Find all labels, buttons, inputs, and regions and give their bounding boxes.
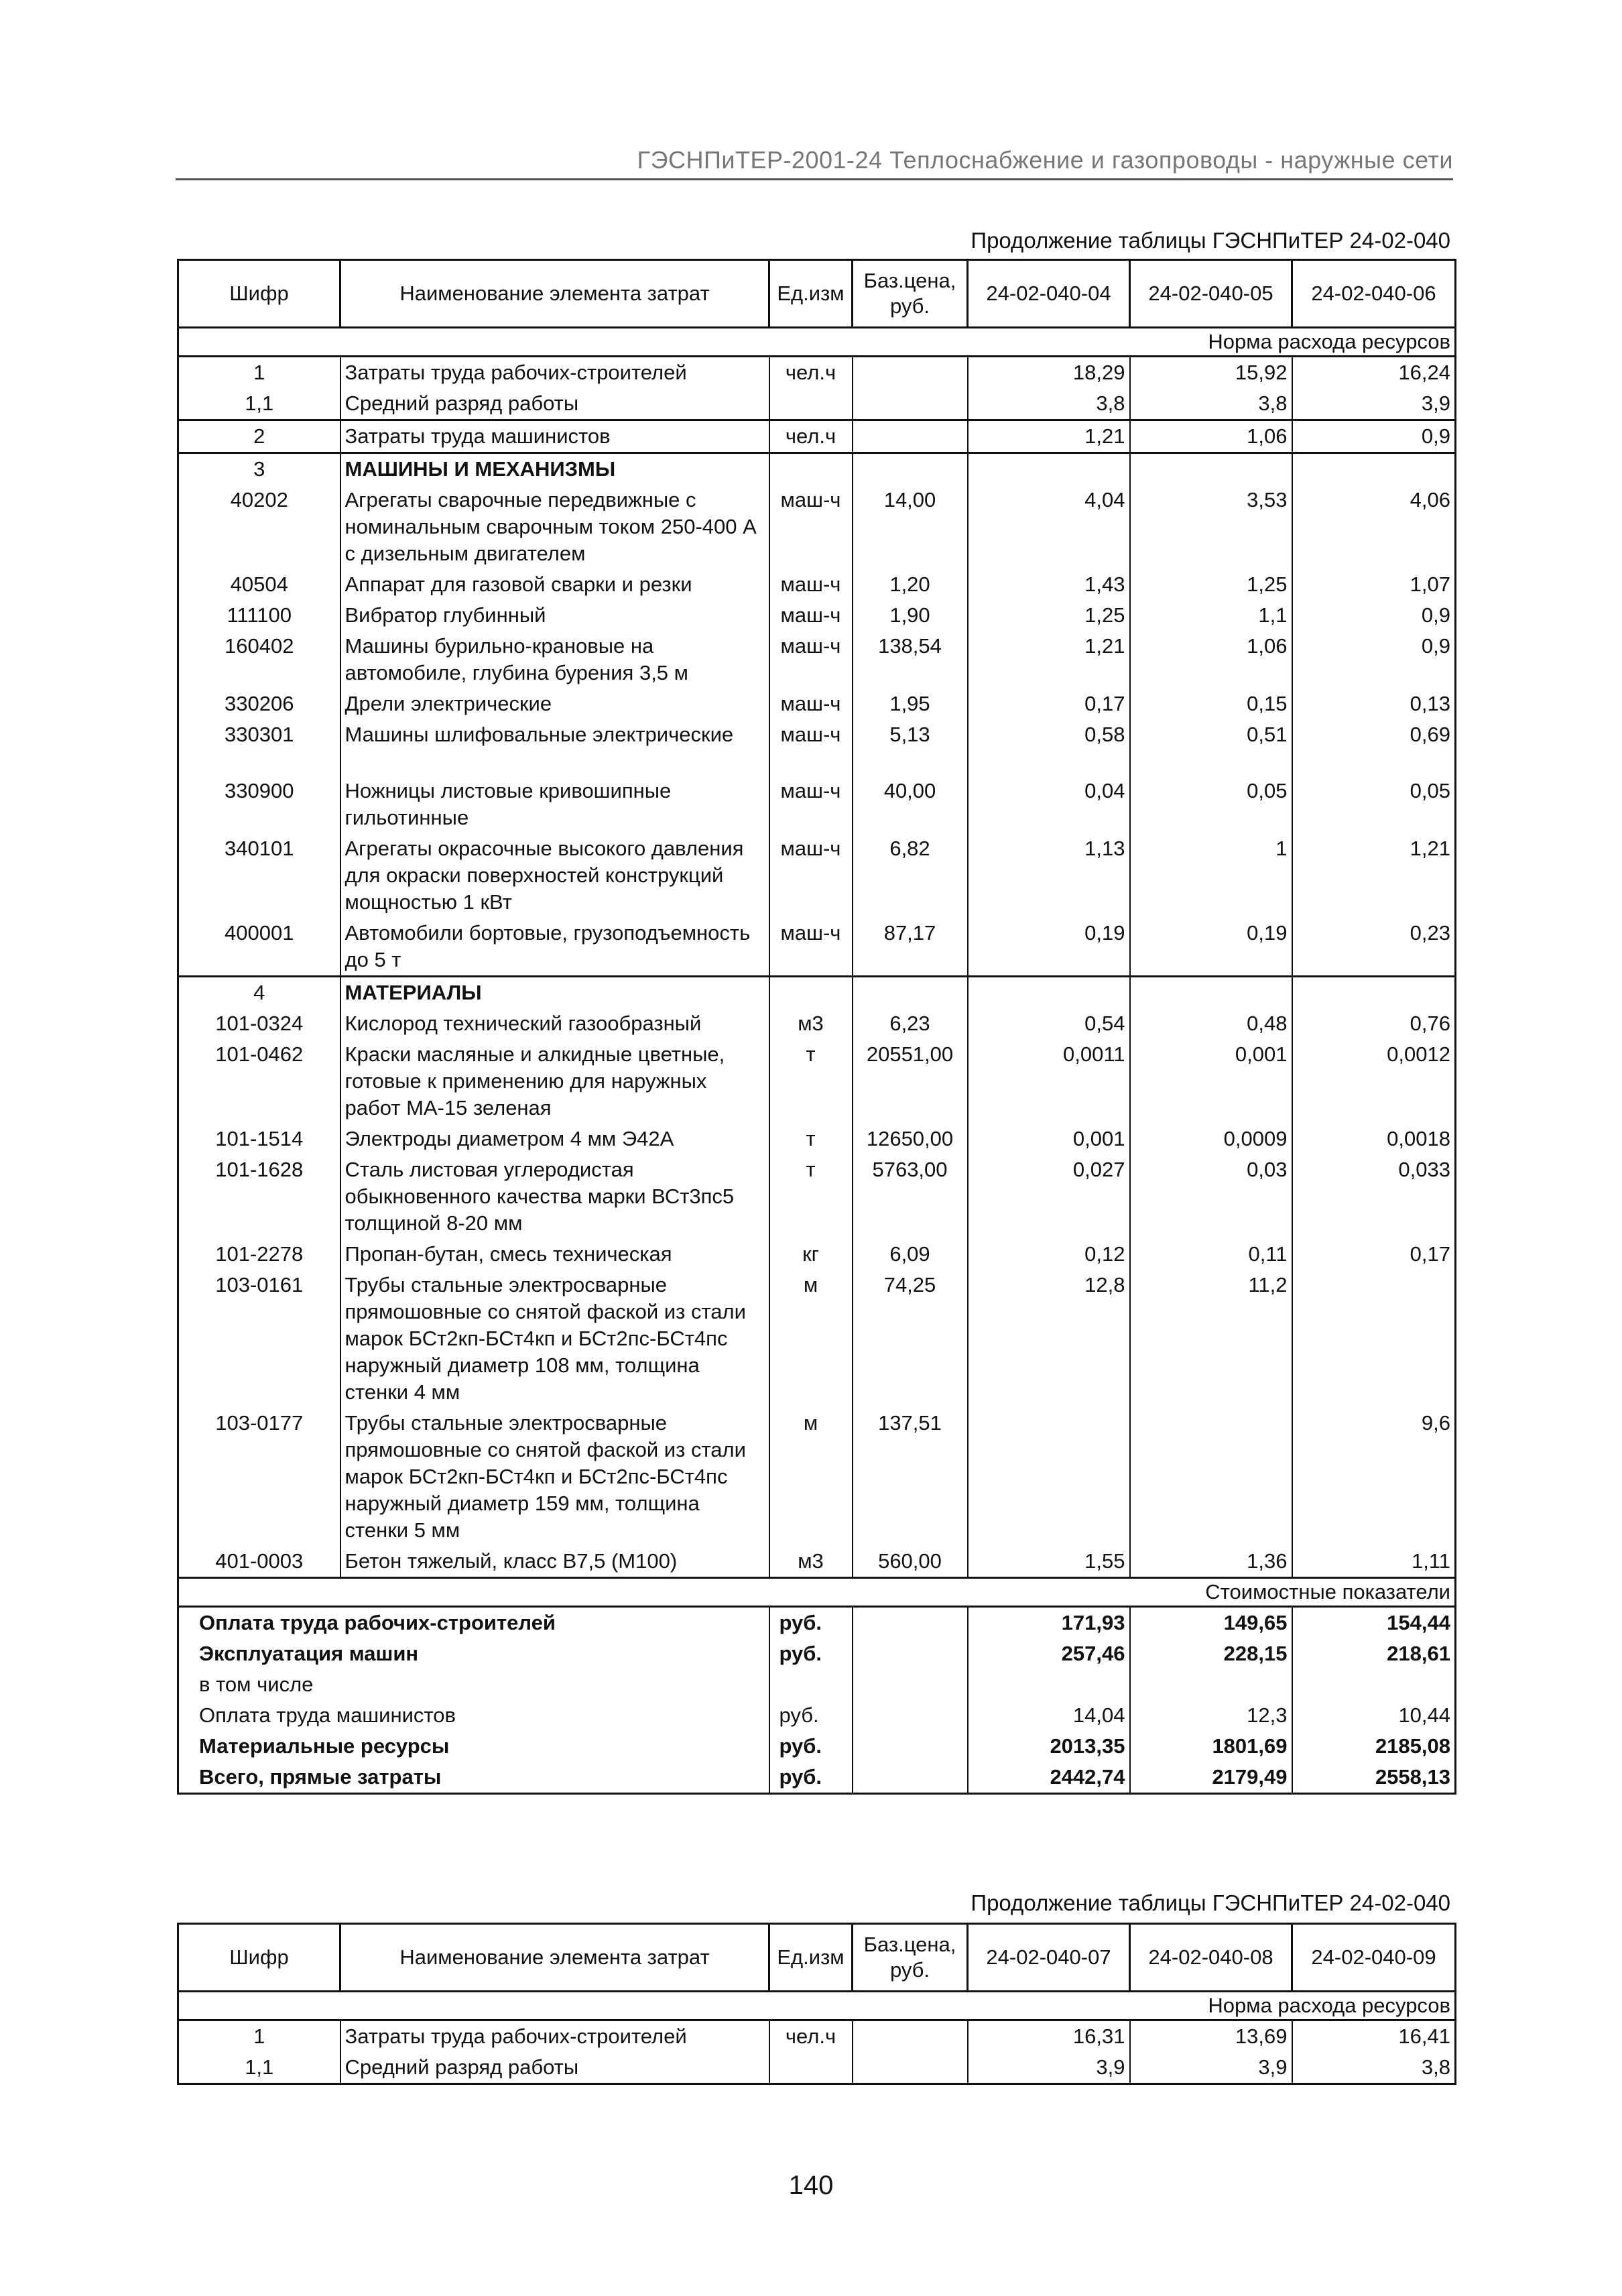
cell-v1: 16,31	[968, 2020, 1130, 2053]
cell-code: 103-0177	[178, 1408, 340, 1546]
summary-unit: руб.	[769, 1638, 853, 1669]
summary-v3: 10,44	[1292, 1700, 1456, 1731]
cell-name: Трубы стальные электросварные прямошовные со снятой фаской из стали марок БСт2кп-БСт4кп и БСт2пс-БСт4пс наружный диаметр 159 мм, толщина стенки 5 мм	[340, 1408, 769, 1546]
cell-v1: 18,29	[968, 357, 1130, 389]
cell-price: 20551,00	[853, 1039, 968, 1124]
cell-code: 401-0003	[178, 1546, 340, 1578]
running-header: ГЭСНПиТЕР-2001-24 Теплоснабжение и газопроводы - наружные сети	[176, 146, 1453, 180]
cell-price	[853, 420, 968, 453]
summary-name: Эксплуатация машин	[178, 1638, 769, 1669]
summary-v3: 2558,13	[1292, 1762, 1456, 1794]
cell-price	[853, 2052, 968, 2084]
table-row	[178, 420, 1456, 453]
cell-name: Пропан-бутан, смесь техническая	[340, 1239, 769, 1270]
cell-price: 14,00	[853, 485, 968, 569]
cell-unit	[769, 388, 853, 420]
table2-caption: Продолжение таблицы ГЭСНПиТЕР 24-02-040	[971, 1890, 1450, 1915]
cell-v3: 0,17	[1292, 1239, 1456, 1270]
cell-name: Машины бурильно-крановые на автомобиле, глубина бурения 3,5 м	[340, 631, 769, 688]
cell-v3: 0,05	[1292, 776, 1456, 833]
table-row	[178, 388, 1456, 420]
cell-code: 2	[178, 420, 340, 453]
cell-price: 1,20	[853, 569, 968, 600]
section-heading-row	[178, 977, 1456, 1009]
table-row	[178, 631, 1456, 688]
table-row	[178, 1008, 1456, 1039]
cell-v3: 0,9	[1292, 600, 1456, 631]
cell-v3: 1,07	[1292, 569, 1456, 600]
cell-v3: 4,06	[1292, 485, 1456, 569]
table-row	[178, 1408, 1456, 1546]
summary-name: в том числе	[178, 1669, 769, 1700]
cell-unit: маш-ч	[769, 918, 853, 977]
cell-v1: 0,001	[968, 1124, 1130, 1154]
cell-code: 1	[178, 357, 340, 389]
cell-v2: 0,03	[1130, 1154, 1292, 1239]
cell-unit: маш-ч	[769, 833, 853, 918]
summary-row	[178, 1638, 1456, 1669]
cell-price: 74,25	[853, 1270, 968, 1408]
norm-label: Норма расхода ресурсов	[178, 328, 1456, 357]
cell-v1: 0,54	[968, 1008, 1130, 1039]
cell-price: 5763,00	[853, 1154, 968, 1239]
cell-v3: 1,21	[1292, 833, 1456, 918]
table-header-row	[178, 260, 1456, 328]
cell-code: 1	[178, 2020, 340, 2053]
summary-v1: 257,46	[968, 1638, 1130, 1669]
cell-unit: маш-ч	[769, 631, 853, 688]
cell-v3: 3,8	[1292, 2052, 1456, 2084]
cell-v3: 3,9	[1292, 388, 1456, 420]
table-header-row	[178, 1924, 1456, 1992]
cell-v1: 1,13	[968, 833, 1130, 918]
summary-v2: 12,3	[1130, 1700, 1292, 1731]
summary-name: Оплата труда машинистов	[178, 1700, 769, 1731]
cell-name: Агрегаты окрасочные высокого давления для окраски поверхностей конструкций мощностью 1 кВт	[340, 833, 769, 918]
summary-v3: 154,44	[1292, 1607, 1456, 1639]
section-heading-row	[178, 453, 1456, 485]
cell-v3: 0,9	[1292, 420, 1456, 453]
summary-v1: 2442,74	[968, 1762, 1130, 1794]
table-row	[178, 357, 1456, 389]
cell-name: Сталь листовая углеродистая обыкновенного качества марки ВСт3пс5 толщиной 8-20 мм	[340, 1154, 769, 1239]
table-row	[178, 1270, 1456, 1408]
col-v3-header: 24-02-040-09	[1292, 1924, 1456, 1992]
cell-v2: 1,06	[1130, 420, 1292, 453]
cost-label: Стоимостные показатели	[178, 1578, 1456, 1607]
cell-v2: 1	[1130, 833, 1292, 918]
cell-code: 101-1628	[178, 1154, 340, 1239]
table-row	[178, 1546, 1456, 1578]
summary-row	[178, 1762, 1456, 1794]
cell-unit: м3	[769, 1008, 853, 1039]
cell-name: Затраты труда машинистов	[340, 420, 769, 453]
cell-code: 330900	[178, 776, 340, 833]
table-row	[178, 918, 1456, 977]
col-name-header: Наименование элемента затрат	[340, 260, 769, 328]
cell-v2: 1,36	[1130, 1546, 1292, 1578]
summary-v2: 228,15	[1130, 1638, 1292, 1669]
table-row	[178, 1039, 1456, 1124]
cell-code: 340101	[178, 833, 340, 918]
cell-price: 1,90	[853, 600, 968, 631]
cell-v3: 1,11	[1292, 1546, 1456, 1578]
cell-v1: 1,21	[968, 631, 1130, 688]
cell-v2: 3,53	[1130, 485, 1292, 569]
table1-caption: Продолжение таблицы ГЭСНПиТЕР 24-02-040	[971, 228, 1450, 253]
cell-code: 330206	[178, 688, 340, 719]
cell-code: 330301	[178, 719, 340, 776]
cell-code: 1,1	[178, 2052, 340, 2084]
cell-name: Бетон тяжелый, класс В7,5 (М100)	[340, 1546, 769, 1578]
table-row	[178, 600, 1456, 631]
cell-v3: 0,033	[1292, 1154, 1456, 1239]
summary-name: Оплата труда рабочих-строителей	[178, 1607, 769, 1639]
cell-code: 160402	[178, 631, 340, 688]
cost-label-row	[178, 1578, 1456, 1607]
cell-v3: 0,0012	[1292, 1039, 1456, 1124]
norm-label: Норма расхода ресурсов	[178, 1992, 1456, 2020]
cell-code: 101-1514	[178, 1124, 340, 1154]
table-row	[178, 1124, 1456, 1154]
table-row	[178, 569, 1456, 600]
cell-v1: 12,8	[968, 1270, 1130, 1408]
summary-unit: руб.	[769, 1700, 853, 1731]
cell-unit: кг	[769, 1239, 853, 1270]
cell-v2: 1,06	[1130, 631, 1292, 688]
cell-v1: 0,19	[968, 918, 1130, 977]
cell-v2: 0,0009	[1130, 1124, 1292, 1154]
cell-name: Дрели электрические	[340, 688, 769, 719]
cell-v1: 1,43	[968, 569, 1130, 600]
col-v1-header: 24-02-040-07	[968, 1924, 1130, 1992]
col-price-header: Баз.цена, руб.	[853, 1924, 968, 1992]
summary-v1: 171,93	[968, 1607, 1130, 1639]
cell-price: 6,09	[853, 1239, 968, 1270]
col-code-header: Шифр	[178, 260, 340, 328]
cell-unit: м	[769, 1408, 853, 1546]
summary-v3	[1292, 1669, 1456, 1700]
resource-table-2	[177, 1923, 1456, 2085]
cell-code: 103-0161	[178, 1270, 340, 1408]
cell-v1: 0,17	[968, 688, 1130, 719]
table-row	[178, 2052, 1456, 2084]
summary-v3: 2185,08	[1292, 1731, 1456, 1762]
cell-unit: чел.ч	[769, 357, 853, 389]
cell-v2: 3,9	[1130, 2052, 1292, 2084]
cell-name: Аппарат для газовой сварки и резки	[340, 569, 769, 600]
cell-v2: 15,92	[1130, 357, 1292, 389]
col-v3-header: 24-02-040-06	[1292, 260, 1456, 328]
cell-v1	[968, 1408, 1130, 1546]
cell-v1: 4,04	[968, 485, 1130, 569]
cell-price: 137,51	[853, 1408, 968, 1546]
summary-v2: 149,65	[1130, 1607, 1292, 1639]
cell-v2: 0,15	[1130, 688, 1292, 719]
col-unit-header: Ед.изм	[769, 1924, 853, 1992]
col-v2-header: 24-02-040-08	[1130, 1924, 1292, 1992]
cell-name: Средний разряд работы	[340, 388, 769, 420]
cell-price: 1,95	[853, 688, 968, 719]
cell-unit: т	[769, 1154, 853, 1239]
cell-name: Агрегаты сварочные передвижные с номинальным сварочным током 250-400 А с дизельным двигателем	[340, 485, 769, 569]
col-price-header: Баз.цена, руб.	[853, 260, 968, 328]
cell-code: 40202	[178, 485, 340, 569]
cell-v1: 3,9	[968, 2052, 1130, 2084]
cell-v1: 0,027	[968, 1154, 1130, 1239]
norm-label-row	[178, 1992, 1456, 2020]
summary-v1: 14,04	[968, 1700, 1130, 1731]
cell-name: Затраты труда рабочих-строителей	[340, 357, 769, 389]
summary-unit	[769, 1669, 853, 1700]
summary-v1: 2013,35	[968, 1731, 1130, 1762]
cell-code: 101-0462	[178, 1039, 340, 1124]
cell-unit: маш-ч	[769, 776, 853, 833]
cell-unit: т	[769, 1124, 853, 1154]
cell-price: 6,82	[853, 833, 968, 918]
cell-name: Ножницы листовые кривошипные гильотинные	[340, 776, 769, 833]
cell-price	[853, 388, 968, 420]
cell-code: 400001	[178, 918, 340, 977]
cell-price: 560,00	[853, 1546, 968, 1578]
cell-name: Средний разряд работы	[340, 2052, 769, 2084]
cell-unit	[769, 2052, 853, 2084]
table-row	[178, 1154, 1456, 1239]
cell-unit: маш-ч	[769, 719, 853, 776]
cell-v3: 16,24	[1292, 357, 1456, 389]
cell-unit: маш-ч	[769, 485, 853, 569]
cell-v1: 0,58	[968, 719, 1130, 776]
cell-name: Краски масляные и алкидные цветные, готовые к применению для наружных работ МА-15 зеленая	[340, 1039, 769, 1124]
cell-price: 138,54	[853, 631, 968, 688]
cell-name: Трубы стальные электросварные прямошовные со снятой фаской из стали марок БСт2кп-БСт4кп и БСт2пс-БСт4пс наружный диаметр 108 мм, толщина стенки 4 мм	[340, 1270, 769, 1408]
cell-unit: м3	[769, 1546, 853, 1578]
cell-name: Электроды диаметром 4 мм Э42А	[340, 1124, 769, 1154]
cell-v2: 13,69	[1130, 2020, 1292, 2053]
summary-v2	[1130, 1669, 1292, 1700]
cell-unit: т	[769, 1039, 853, 1124]
cell-code: 1,1	[178, 388, 340, 420]
summary-v3: 218,61	[1292, 1638, 1456, 1669]
cell-v3: 0,13	[1292, 688, 1456, 719]
cell-name: Машины шлифовальные электрические	[340, 719, 769, 776]
cell-v1: 0,04	[968, 776, 1130, 833]
summary-row	[178, 1731, 1456, 1762]
cell-v1: 1,25	[968, 600, 1130, 631]
norm-label-row	[178, 328, 1456, 357]
table-row	[178, 485, 1456, 569]
section-heading-machines: МАШИНЫ И МЕХАНИЗМЫ	[340, 453, 769, 485]
page-number: 140	[788, 2171, 834, 2200]
cell-unit: маш-ч	[769, 688, 853, 719]
table-row	[178, 2020, 1456, 2053]
table-row	[178, 719, 1456, 776]
cell-v3: 16,41	[1292, 2020, 1456, 2053]
cell-name: Вибратор глубинный	[340, 600, 769, 631]
cell-v1: 0,12	[968, 1239, 1130, 1270]
cell-v3	[1292, 1270, 1456, 1408]
cell-v2: 1,25	[1130, 569, 1292, 600]
cell-unit: чел.ч	[769, 2020, 853, 2053]
col-v2-header: 24-02-040-05	[1130, 260, 1292, 328]
col-name-header: Наименование элемента затрат	[340, 1924, 769, 1992]
cell-unit: м	[769, 1270, 853, 1408]
col-code-header: Шифр	[178, 1924, 340, 1992]
summary-v2: 2179,49	[1130, 1762, 1292, 1794]
cell-name: Автомобили бортовые, грузоподъемность до 5 т	[340, 918, 769, 977]
summary-v1	[968, 1669, 1130, 1700]
cell-code: 4	[178, 977, 340, 1009]
cell-v2: 11,2	[1130, 1270, 1292, 1408]
cell-v1: 0,0011	[968, 1039, 1130, 1124]
cell-v2: 0,05	[1130, 776, 1292, 833]
cell-code: 111100	[178, 600, 340, 631]
table-row	[178, 688, 1456, 719]
cell-v2: 0,51	[1130, 719, 1292, 776]
cell-v2: 0,48	[1130, 1008, 1292, 1039]
cell-v1: 3,8	[968, 388, 1130, 420]
cell-price: 40,00	[853, 776, 968, 833]
table-row	[178, 1239, 1456, 1270]
cell-v2: 1,1	[1130, 600, 1292, 631]
summary-row	[178, 1700, 1456, 1731]
section-heading-materials: МАТЕРИАЛЫ	[340, 977, 769, 1009]
cell-unit: маш-ч	[769, 600, 853, 631]
cell-name: Кислород технический газообразный	[340, 1008, 769, 1039]
table-row	[178, 776, 1456, 833]
cell-name: Затраты труда рабочих-строителей	[340, 2020, 769, 2053]
summary-v2: 1801,69	[1130, 1731, 1292, 1762]
cell-v3: 0,23	[1292, 918, 1456, 977]
cell-code: 101-0324	[178, 1008, 340, 1039]
summary-name: Материальные ресурсы	[178, 1731, 769, 1762]
cell-v1: 1,55	[968, 1546, 1130, 1578]
cell-v2	[1130, 1408, 1292, 1546]
cell-v1: 1,21	[968, 420, 1130, 453]
cell-v2: 0,19	[1130, 918, 1292, 977]
cell-v3: 0,69	[1292, 719, 1456, 776]
col-v1-header: 24-02-040-04	[968, 260, 1130, 328]
cell-price	[853, 357, 968, 389]
cell-v3: 0,9	[1292, 631, 1456, 688]
cell-code: 101-2278	[178, 1239, 340, 1270]
cell-price: 5,13	[853, 719, 968, 776]
resource-table-1	[177, 259, 1456, 1795]
cell-v3: 0,76	[1292, 1008, 1456, 1039]
cell-unit: чел.ч	[769, 420, 853, 453]
cell-v2: 0,11	[1130, 1239, 1292, 1270]
cell-v2: 3,8	[1130, 388, 1292, 420]
cell-price	[853, 2020, 968, 2053]
summary-name: Всего, прямые затраты	[178, 1762, 769, 1794]
cell-price: 6,23	[853, 1008, 968, 1039]
summary-row	[178, 1669, 1456, 1700]
summary-row	[178, 1607, 1456, 1639]
cell-v2: 0,001	[1130, 1039, 1292, 1124]
table-row	[178, 833, 1456, 918]
summary-unit: руб.	[769, 1607, 853, 1639]
summary-unit: руб.	[769, 1762, 853, 1794]
cell-code: 3	[178, 453, 340, 485]
cell-v3: 0,0018	[1292, 1124, 1456, 1154]
summary-unit: руб.	[769, 1731, 853, 1762]
col-unit-header: Ед.изм	[769, 260, 853, 328]
cell-code: 40504	[178, 569, 340, 600]
cell-price: 87,17	[853, 918, 968, 977]
cell-v3: 9,6	[1292, 1408, 1456, 1546]
cell-price: 12650,00	[853, 1124, 968, 1154]
cell-unit: маш-ч	[769, 569, 853, 600]
